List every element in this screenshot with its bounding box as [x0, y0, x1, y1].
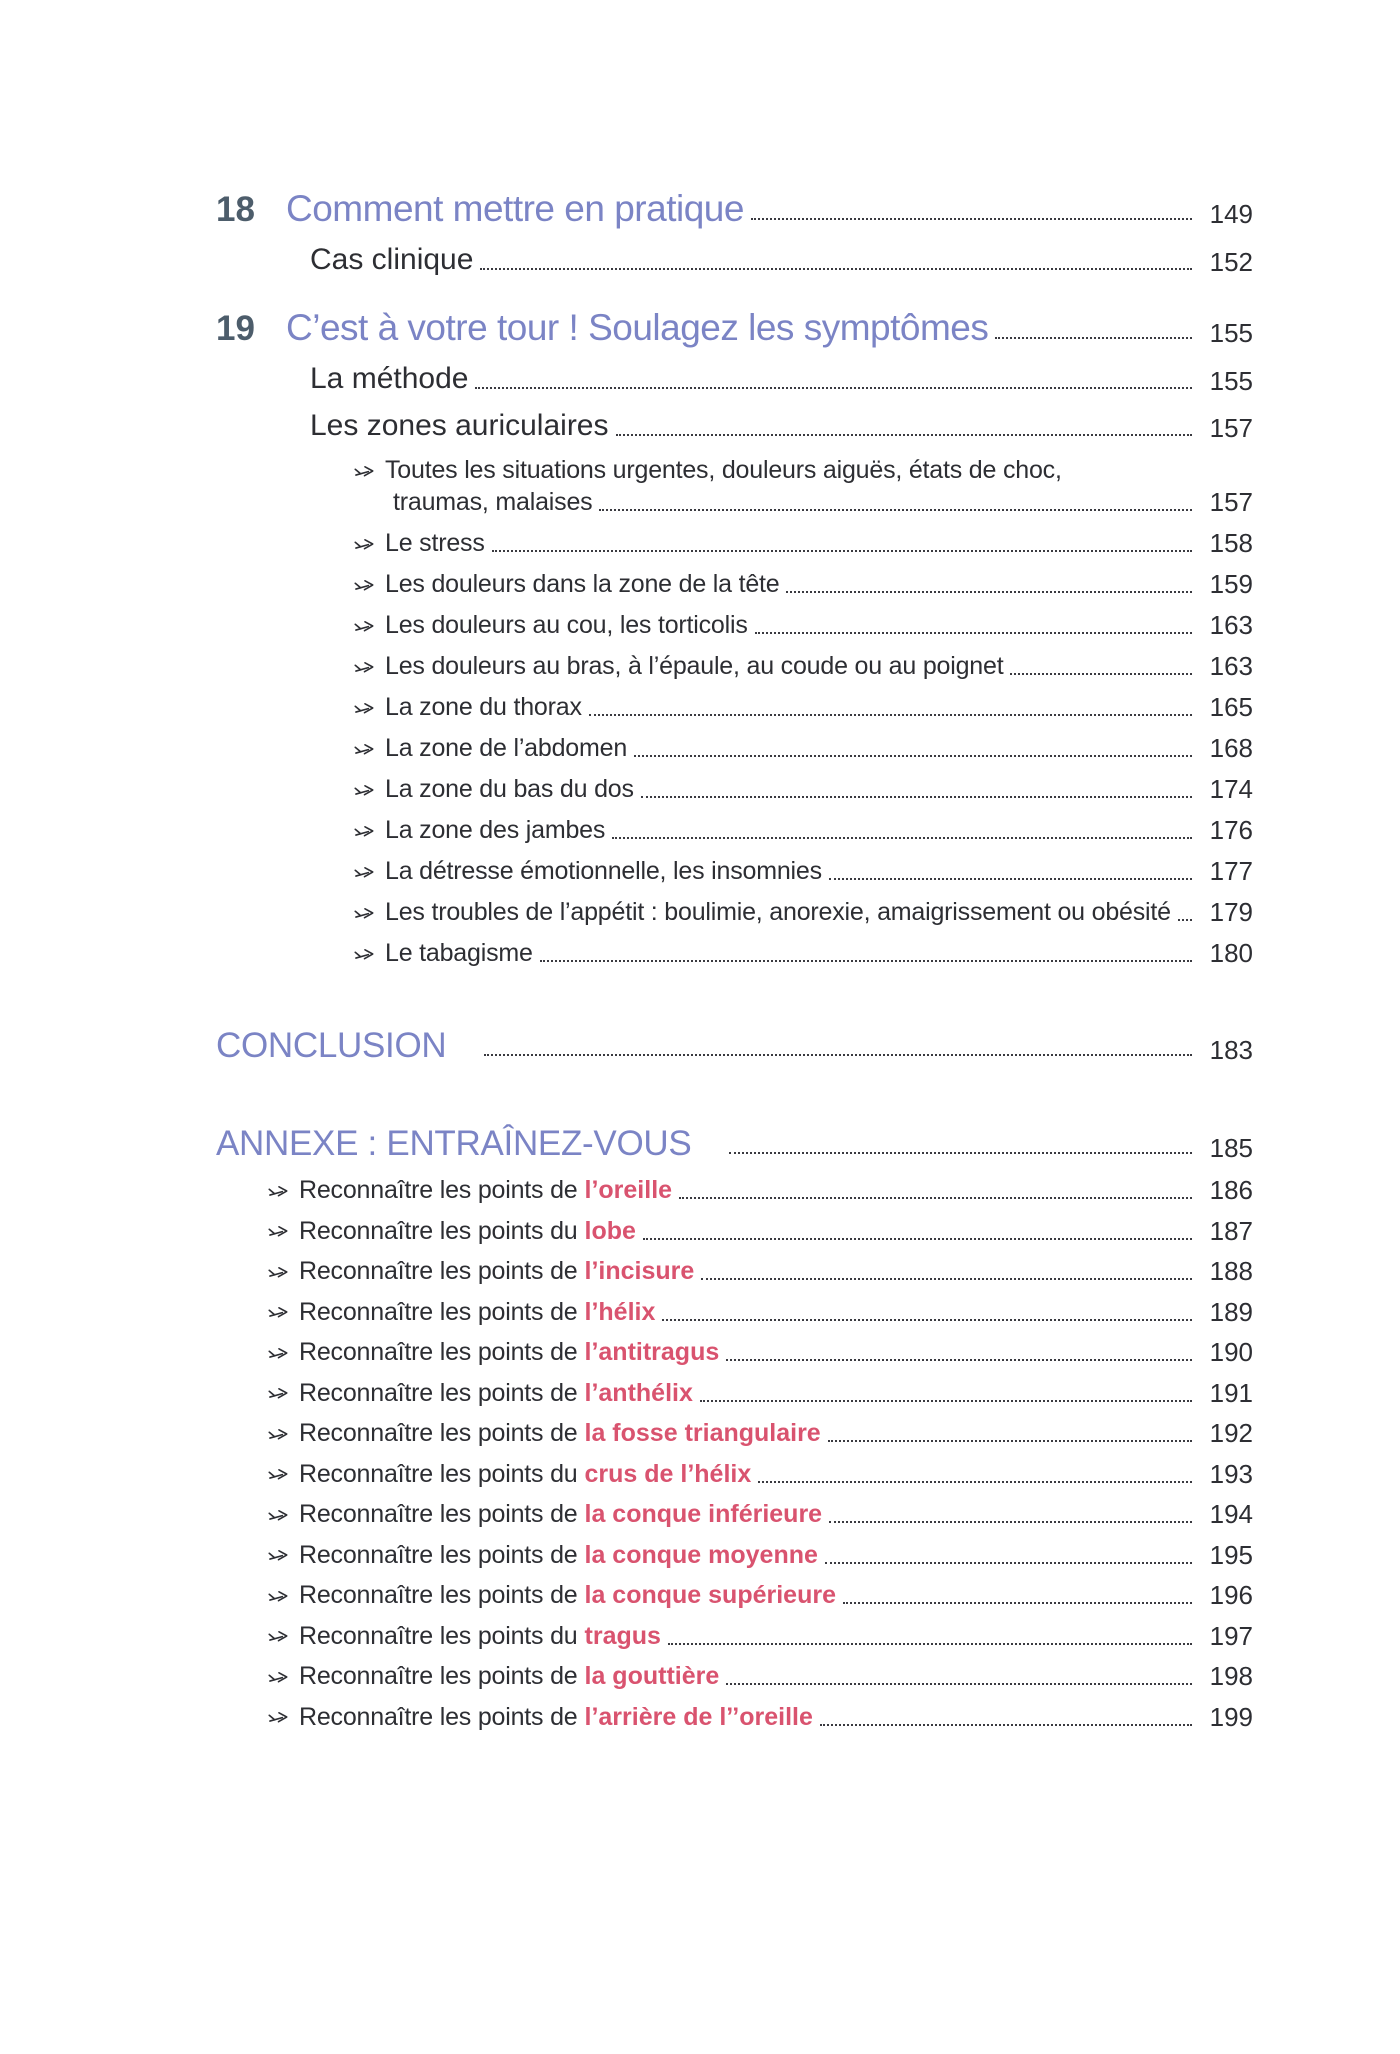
dot-leader — [726, 1359, 1192, 1361]
page-number: 157 — [1209, 413, 1253, 443]
page-number: 177 — [1209, 856, 1253, 886]
arrow-bullet-icon — [268, 1548, 289, 1563]
toc-chapter-entry — [216, 309, 1253, 346]
page-number: 186 — [1209, 1175, 1253, 1205]
highlighted-term: lobe — [584, 1216, 636, 1245]
dot-leader — [995, 337, 1192, 339]
section-title: CONCLUSION — [216, 1026, 447, 1065]
dot-leader — [700, 1400, 1192, 1402]
annexe-item-label: Reconnaître les points de — [299, 1702, 578, 1731]
section-label: Les zones auriculaires — [310, 409, 609, 442]
toc-subsection-entry — [216, 940, 1253, 966]
toc-annexe-item — [216, 1458, 1253, 1489]
dot-leader — [475, 387, 1192, 389]
toc-annexe-item — [216, 1663, 1253, 1689]
page-number: 198 — [1209, 1661, 1253, 1691]
toc-section-entry — [216, 364, 1253, 394]
page-number: 194 — [1209, 1499, 1253, 1529]
page-number: 180 — [1209, 938, 1253, 968]
page-number: 149 — [1209, 199, 1253, 229]
annexe-item-label: Reconnaître les points du — [299, 1459, 578, 1488]
highlighted-term: la conque inférieure — [584, 1500, 823, 1528]
toc-chapter-block — [216, 309, 1253, 966]
toc-annexe-item — [216, 1258, 1253, 1284]
page-number: 163 — [1209, 610, 1253, 640]
dot-leader — [755, 632, 1192, 634]
arrow-bullet-icon — [268, 1710, 289, 1725]
page-number: 192 — [1209, 1418, 1253, 1448]
page-number: 187 — [1209, 1215, 1253, 1246]
toc-annexe-item — [216, 1501, 1253, 1527]
dot-leader — [589, 714, 1192, 716]
annexe-item-label: Reconnaître les points de — [299, 1540, 578, 1569]
dot-leader — [825, 1562, 1192, 1564]
annexe-item-label: Reconnaître les points de — [299, 1500, 578, 1528]
chapter-number: 19 — [216, 309, 255, 348]
subsection-label: La zone du thorax — [385, 693, 582, 721]
toc-annexe-item — [216, 1701, 1253, 1732]
highlighted-term: l’antitragus — [584, 1338, 720, 1366]
arrow-bullet-icon — [354, 464, 375, 479]
page-number: 174 — [1209, 774, 1253, 804]
toc-annexe-item — [216, 1420, 1253, 1446]
arrow-bullet-icon — [354, 537, 375, 552]
annexe-item-label: Reconnaître les points de — [299, 1297, 578, 1326]
dot-leader — [786, 591, 1192, 593]
dot-leader — [480, 268, 1192, 270]
section-label: La méthode — [310, 362, 469, 395]
arrow-bullet-icon — [268, 1184, 289, 1199]
toc-subsection-entry — [216, 735, 1253, 761]
highlighted-term: l’arrière de l’’oreille — [584, 1702, 813, 1731]
arrow-bullet-icon — [354, 947, 375, 962]
page-number: 185 — [1209, 1133, 1253, 1163]
page-number: 163 — [1209, 651, 1253, 681]
toc-annexe-item — [216, 1296, 1253, 1327]
dot-leader — [829, 878, 1192, 880]
subsection-label: Les douleurs dans la zone de la tête — [385, 570, 780, 598]
dot-leader — [540, 960, 1192, 962]
toc-subsection-entry — [216, 817, 1253, 843]
annexe-item-label: Reconnaître les points de — [299, 1419, 578, 1447]
subsection-label: La zone du bas du dos — [385, 775, 634, 803]
toc-chapter-block — [216, 190, 1253, 275]
arrow-bullet-icon — [354, 906, 375, 921]
arrow-bullet-icon — [354, 865, 375, 880]
toc-annexe-item — [216, 1215, 1253, 1246]
page-number: 190 — [1209, 1337, 1253, 1367]
dot-leader — [662, 1319, 1192, 1321]
annexe-item-label: Reconnaître les points du — [299, 1216, 578, 1245]
annexe-item-label: Reconnaître les points de — [299, 1378, 578, 1407]
dot-leader — [828, 1440, 1192, 1442]
arrow-bullet-icon — [354, 619, 375, 634]
page-number: 195 — [1209, 1539, 1253, 1570]
subsection-label: traumas, malaises — [393, 488, 593, 516]
highlighted-term: l’incisure — [584, 1257, 695, 1285]
toc-subsection-entry — [216, 653, 1253, 679]
highlighted-term: la fosse triangulaire — [584, 1419, 821, 1447]
arrow-bullet-icon — [354, 701, 375, 716]
dot-leader — [1178, 919, 1192, 921]
arrow-bullet-icon — [354, 660, 375, 675]
dot-leader — [668, 1643, 1192, 1645]
arrow-bullet-icon — [268, 1427, 289, 1442]
arrow-bullet-icon — [268, 1670, 289, 1685]
subsection-label: Les douleurs au bras, à l’épaule, au coude ou au poignet — [385, 652, 1004, 680]
toc-annexe-item — [216, 1377, 1253, 1408]
page-number: 176 — [1209, 815, 1253, 845]
annexe-item-label: Reconnaître les points de — [299, 1662, 578, 1690]
toc-section-entry — [216, 411, 1253, 441]
page-number: 159 — [1209, 569, 1253, 599]
page-number: 179 — [1209, 897, 1253, 927]
section-label: Cas clinique — [310, 243, 474, 276]
toc-conclusion-entry — [216, 1028, 1253, 1063]
arrow-bullet-icon — [354, 578, 375, 593]
dot-leader — [643, 1238, 1192, 1240]
arrow-bullet-icon — [268, 1467, 289, 1482]
arrow-bullet-icon — [268, 1346, 289, 1361]
dot-leader — [484, 1054, 1192, 1056]
arrow-bullet-icon — [268, 1508, 289, 1523]
page-number: 197 — [1209, 1620, 1253, 1651]
toc-annexe-item — [216, 1582, 1253, 1608]
toc-subsection-entry — [216, 858, 1253, 884]
annexe-item-label: Reconnaître les points de — [299, 1257, 578, 1285]
dot-leader — [843, 1602, 1192, 1604]
dot-leader — [1010, 673, 1192, 675]
dot-leader — [729, 1152, 1192, 1154]
highlighted-term: la gouttière — [584, 1662, 720, 1690]
table-of-contents — [216, 190, 1253, 1744]
dot-leader — [679, 1197, 1192, 1199]
chapter-title: C’est à votre tour ! Soulagez les symptômes — [286, 307, 989, 348]
arrow-bullet-icon — [268, 1386, 289, 1401]
toc-section-entry — [216, 245, 1253, 275]
page-number: 189 — [1209, 1296, 1253, 1327]
annexe-item-label: Reconnaître les points du — [299, 1621, 578, 1650]
subsection-label: Les douleurs au cou, les torticolis — [385, 611, 748, 639]
highlighted-term: la conque moyenne — [584, 1540, 818, 1569]
page-number: 196 — [1209, 1580, 1253, 1610]
page-number: 199 — [1209, 1701, 1253, 1732]
arrow-bullet-icon — [268, 1305, 289, 1320]
page-number: 165 — [1209, 692, 1253, 722]
dot-leader — [616, 434, 1193, 436]
dot-leader — [641, 796, 1192, 798]
chapter-number: 18 — [216, 190, 255, 229]
dot-leader — [599, 509, 1192, 511]
arrow-bullet-icon — [268, 1589, 289, 1604]
arrow-bullet-icon — [268, 1629, 289, 1644]
dot-leader — [634, 755, 1192, 757]
toc-subsection-entry — [216, 776, 1253, 802]
toc-annexe-item — [216, 1177, 1253, 1203]
subsection-label: La zone de l’abdomen — [385, 734, 628, 762]
subsection-label: Les troubles de l’appétit : boulimie, anorexie, amaigrissement ou obésité — [385, 898, 1171, 926]
toc-subsection-entry — [216, 530, 1253, 556]
highlighted-term: l’oreille — [584, 1176, 673, 1204]
toc-annexe-item — [216, 1539, 1253, 1570]
page-number: 188 — [1209, 1256, 1253, 1286]
dot-leader — [829, 1521, 1192, 1523]
dot-leader — [751, 218, 1192, 220]
chapter-title: Comment mettre en pratique — [286, 188, 744, 229]
dot-leader — [492, 550, 1192, 552]
subsection-label: La zone des jambes — [385, 816, 606, 844]
dot-leader — [701, 1278, 1192, 1280]
toc-subsection-entry-continuation — [216, 489, 1253, 515]
dot-leader — [758, 1481, 1192, 1483]
toc-subsection-entry — [216, 612, 1253, 638]
dot-leader — [820, 1724, 1192, 1726]
page-number: 183 — [1209, 1035, 1253, 1065]
section-title: ANNEXE : ENTRAÎNEZ-VOUS — [216, 1124, 692, 1163]
arrow-bullet-icon — [268, 1224, 289, 1239]
toc-annexe-item — [216, 1620, 1253, 1651]
highlighted-term: tragus — [584, 1621, 661, 1650]
arrow-bullet-icon — [354, 824, 375, 839]
toc-annexe-entry — [216, 1126, 1253, 1161]
page-number: 193 — [1209, 1458, 1253, 1489]
toc-subsection-entry — [216, 899, 1253, 925]
toc-chapter-entry — [216, 190, 1253, 227]
page-number: 157 — [1209, 487, 1253, 517]
page-number: 168 — [1209, 733, 1253, 763]
page-number: 155 — [1209, 318, 1253, 348]
annexe-item-label: Reconnaître les points de — [299, 1176, 578, 1204]
subsection-label: Toutes les situations urgentes, douleurs aiguës, états de choc, — [385, 456, 1062, 484]
highlighted-term: l’anthélix — [584, 1378, 693, 1407]
annexe-item-label: Reconnaître les points de — [299, 1581, 578, 1609]
highlighted-term: crus de l’hélix — [584, 1459, 752, 1488]
page-number: 191 — [1209, 1377, 1253, 1408]
arrow-bullet-icon — [354, 783, 375, 798]
highlighted-term: l’hélix — [584, 1297, 656, 1326]
arrow-bullet-icon — [268, 1265, 289, 1280]
dot-leader — [726, 1683, 1192, 1685]
arrow-bullet-icon — [354, 742, 375, 757]
toc-subsection-entry — [216, 458, 1253, 483]
page-number: 158 — [1209, 528, 1253, 558]
toc-annexe-item — [216, 1339, 1253, 1365]
toc-subsection-entry — [216, 694, 1253, 720]
dot-leader — [612, 837, 1192, 839]
annexe-item-label: Reconnaître les points de — [299, 1338, 578, 1366]
subsection-label: La détresse émotionnelle, les insomnies — [385, 857, 822, 885]
subsection-label: Le stress — [385, 529, 485, 557]
toc-subsection-entry — [216, 571, 1253, 597]
page-number: 155 — [1209, 366, 1253, 396]
subsection-label: Le tabagisme — [385, 939, 533, 967]
highlighted-term: la conque supérieure — [584, 1581, 836, 1609]
page-number: 152 — [1209, 247, 1253, 277]
